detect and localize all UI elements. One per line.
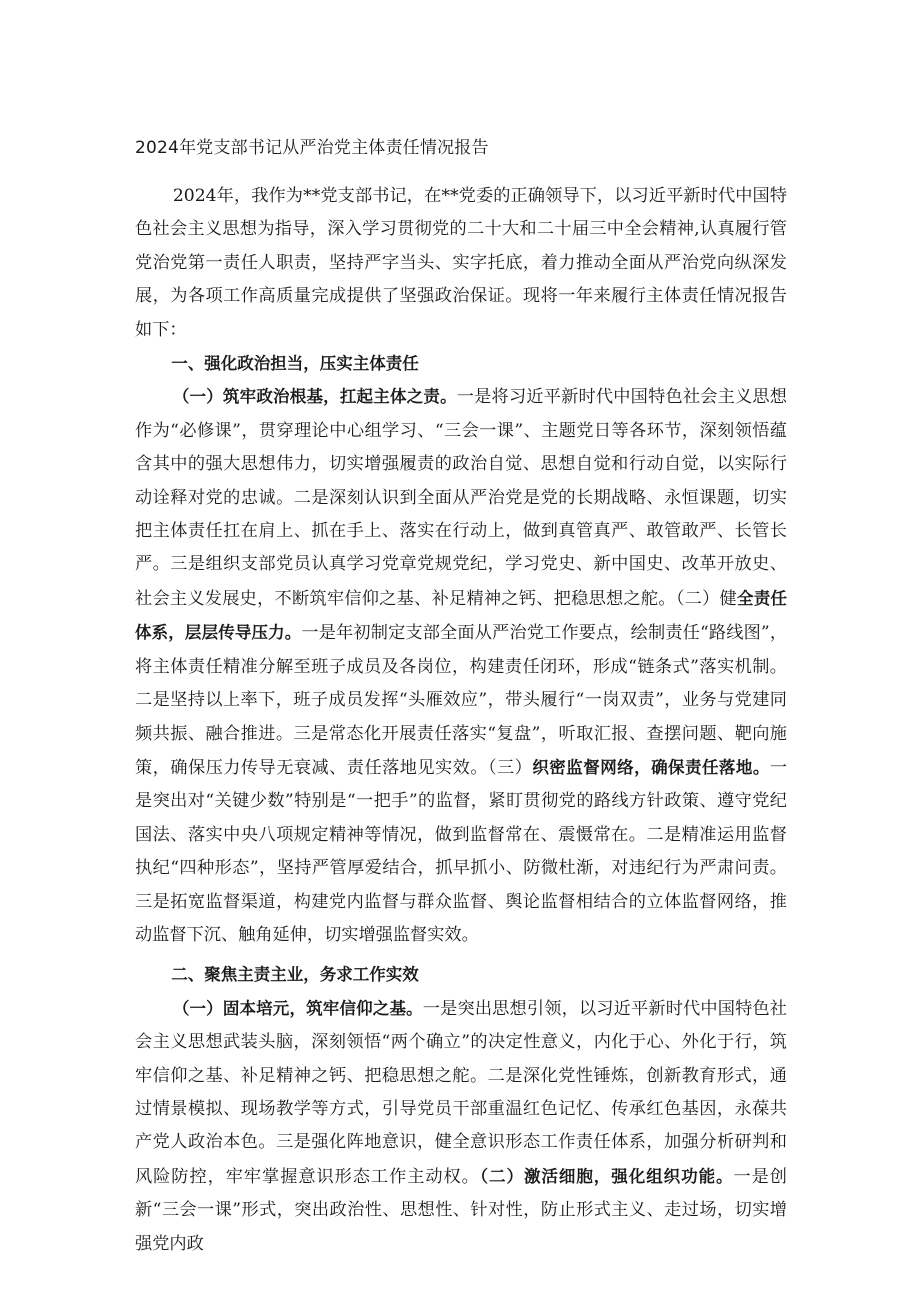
section-1-heading: 一、强化政治担当，压实主体责任 (171, 354, 419, 374)
section-2-text-1: 一是突出思想引领，以习近平新时代中国特色社会主义思想武装头脑，深刻领悟“两个确立”的决定性意义，内化于心、外化于行，筑牢信仰之基、补足精神之钙、把稳思想之舵。二是深化党性锤炼，创新教育形式，通过情景模拟、现场教学等方式，引导党员干部重温红色记忆、传承红色基因，永葆共产党人政治本色。三是强化阵地意识，健全意识形态工作责任体系，加强分析研判和风险防控，牢牢掌握意识形态工作主动权。 (135, 998, 787, 1187)
document-body (135, 180, 787, 1261)
section-1-text-2: 一是年初制定支部全面从严治党工作要点，绘制责任“路线图”，将主体责任精准分解至班子成员及各岗位，构建责任闭环，形成“链条式”落实机制。二是坚持以上率下，班子成员发挥“头雁效应”，带头履行“一岗双责”，业务与党建同频共振、融合推进。三是常态化开展责任落实“复盘”，听取汇报、查摆问题、靶向施策，确保压力传导无衰减、责任落地见实效。（三） (135, 623, 788, 778)
section-1-sub-1: （一）筑牢政治根基，扛起主体之责。 (172, 387, 457, 407)
document-title: 2024年党支部书记从严治党主体责任情况报告 (135, 138, 489, 158)
section-1-paragraph (135, 380, 787, 952)
intro-paragraph: 2024年，我作为**党支部书记，在**党委的正确领导下，以习近平新时代中国特色社会主义思想为指导，深入学习贯彻党的二十大和二十届三中全会精神,认真履行管党治党第一责任人职责，坚持严字当头、实字托底，着力推动全面从严治党向纵深发展，为各项工作高质量完成提供了坚强政治保证。现将一年来履行主体责任情况报告如下： (135, 186, 787, 340)
section-2-text-2: 一是创新“三会一课”形式，突出政治性、思想性、针对性，防止形式主义、走过场，切实增强党内政 (135, 1166, 787, 1254)
section-1-text-1: 一是将习近平新时代中国特色社会主义思想作为“必修课”，贯穿理论中心组学习、“三会一课”、主题党日等各环节，深刻领悟蕴含其中的强大思想伟力，切实增强履责的政治自觉、思想自觉和行动自觉，以实际行动诠释对党的忠诚。二是深刻认识到全面从严治党是党的长期战略、永恒课题，切实把主体责任扛在肩上、抓在手上、落实在行动上，做到真管真严、敢管敢严、长管长严。三是组织支部党员认真学习党章党规党纪，学习党史、新中国史、改革开放史、社会主义发展史，不断筑牢信仰之基、补足精神之钙、把稳思想之舵。（二）健 (135, 387, 787, 609)
section-2-sub-2: （二）激活细胞，强化组织功能。 (479, 1166, 734, 1186)
section-1-sub-2: 全责任体系，层层传导压力。 (135, 588, 787, 643)
section-1-sub-3: 织密监督网络，确保责任落地。 (532, 757, 770, 777)
section-2-paragraph (135, 992, 787, 1261)
section-2-sub-1: （一）固本培元，筑牢信仰之基。 (172, 998, 423, 1018)
section-2-heading: 二、聚焦主责主业，务求工作实效 (171, 965, 419, 985)
section-1-text-3: 一是突出对“关键少数”特别是“一把手”的监督，紧盯贯彻党的路线方针政策、遵守党纪国法、落实中央八项规定精神等情况，做到监督常在、震慑常在。二是精准运用监督执纪“四种形态”，坚持严管厚爱结合，抓早抓小、防微杜渐，对违纪行为严肃问责。三是拓宽监督渠道，构建党内监督与群众监督、舆论监督相结合的立体监督网络，推动监督下沉、触角延伸，切实增强监督实效。 (135, 757, 788, 945)
